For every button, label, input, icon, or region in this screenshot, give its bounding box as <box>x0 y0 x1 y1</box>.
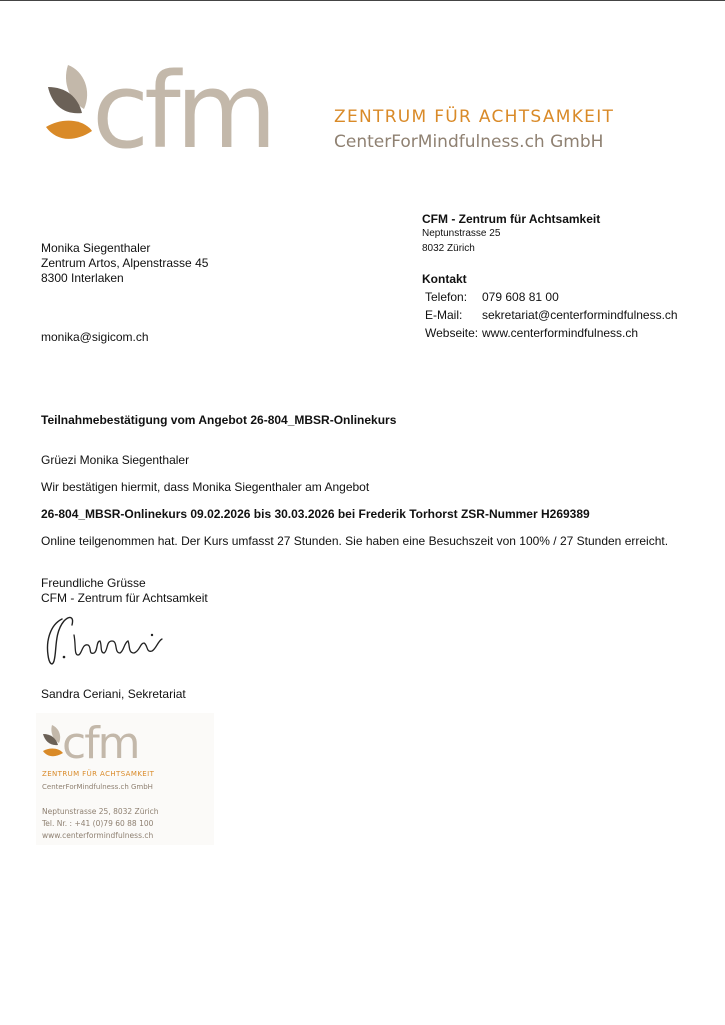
email-label: E-Mail: <box>425 308 463 322</box>
recipient-street: Zentrum Artos, Alpenstrasse 45 <box>41 256 209 270</box>
footer-contact <box>42 806 159 842</box>
cfm-footer-logo <box>42 721 166 761</box>
phone-label: Telefon: <box>425 290 468 304</box>
footer-tagline: ZENTRUM FÜR ACHTSAMKEIT <box>42 770 155 778</box>
recipient-email: monika@sigicom.ch <box>41 330 149 344</box>
footer-phone: Tel. Nr. : +41 (0)79 60 88 100 <box>42 819 154 828</box>
contact-row-website <box>425 325 678 343</box>
logo-wordmark: cfm <box>92 57 273 155</box>
footer-company: CenterForMindfulness.ch GmbH <box>42 783 153 791</box>
closing-organization: CFM - Zentrum für Achtsamkeit <box>41 591 208 605</box>
sender-address <box>422 212 600 256</box>
closing <box>41 576 208 606</box>
attendance-text: Online teilgenommen hat. Der Kurs umfasst 27 Stunden. Sie haben eine Besuchszeit von 100% / 27 Stunden erreicht. <box>41 534 669 548</box>
leaf-icon <box>46 65 92 139</box>
cfm-logo <box>44 57 314 155</box>
closing-greeting: Freundliche Grüsse <box>41 576 146 590</box>
website-label: Webseite: <box>425 326 479 340</box>
contact-row-email <box>425 307 678 325</box>
contact-heading: Kontakt <box>422 272 467 286</box>
website-value: www.centerformindfulness.ch <box>482 326 639 340</box>
recipient-name: Monika Siegenthaler <box>41 241 151 255</box>
footer-address: Neptunstrasse 25, 8032 Zürich <box>42 807 159 816</box>
contact-row-phone <box>425 289 678 307</box>
company-name: CenterForMindfulness.ch GmbH <box>334 132 604 152</box>
letter-subject: Teilnahmebestätigung vom Angebot 26-804_MBSR-Onlinekurs <box>41 413 397 427</box>
confirmation-text: Wir bestätigen hiermit, dass Monika Siegenthaler am Angebot <box>41 480 370 494</box>
phone-value: 079 608 81 00 <box>482 290 559 304</box>
sender-street: Neptunstrasse 25 <box>422 228 501 239</box>
course-details: 26-804_MBSR-Onlinekurs 09.02.2026 bis 30.03.2026 bei Frederik Torhorst ZSR-Nummer H269389 <box>41 507 590 521</box>
recipient-city: 8300 Interlaken <box>41 271 124 285</box>
sender-name: CFM - Zentrum für Achtsamkeit <box>422 212 601 226</box>
greeting: Grüezi Monika Siegenthaler <box>41 453 190 467</box>
footer-logo-card <box>36 713 214 845</box>
logo-tagline: ZENTRUM FÜR ACHTSAMKEIT <box>334 107 615 127</box>
email-value: sekretariat@centerformindfulness.ch <box>482 308 678 322</box>
footer-wordmark: cfm <box>62 721 139 761</box>
leaf-icon <box>43 725 63 756</box>
recipient-address <box>41 241 208 286</box>
footer-web: www.centerformindfulness.ch <box>42 831 154 840</box>
sender-city: 8032 Zürich <box>422 243 475 254</box>
contact-table <box>425 289 678 343</box>
handwritten-signature <box>40 611 190 671</box>
signer-name: Sandra Ceriani, Sekretariat <box>41 687 186 701</box>
